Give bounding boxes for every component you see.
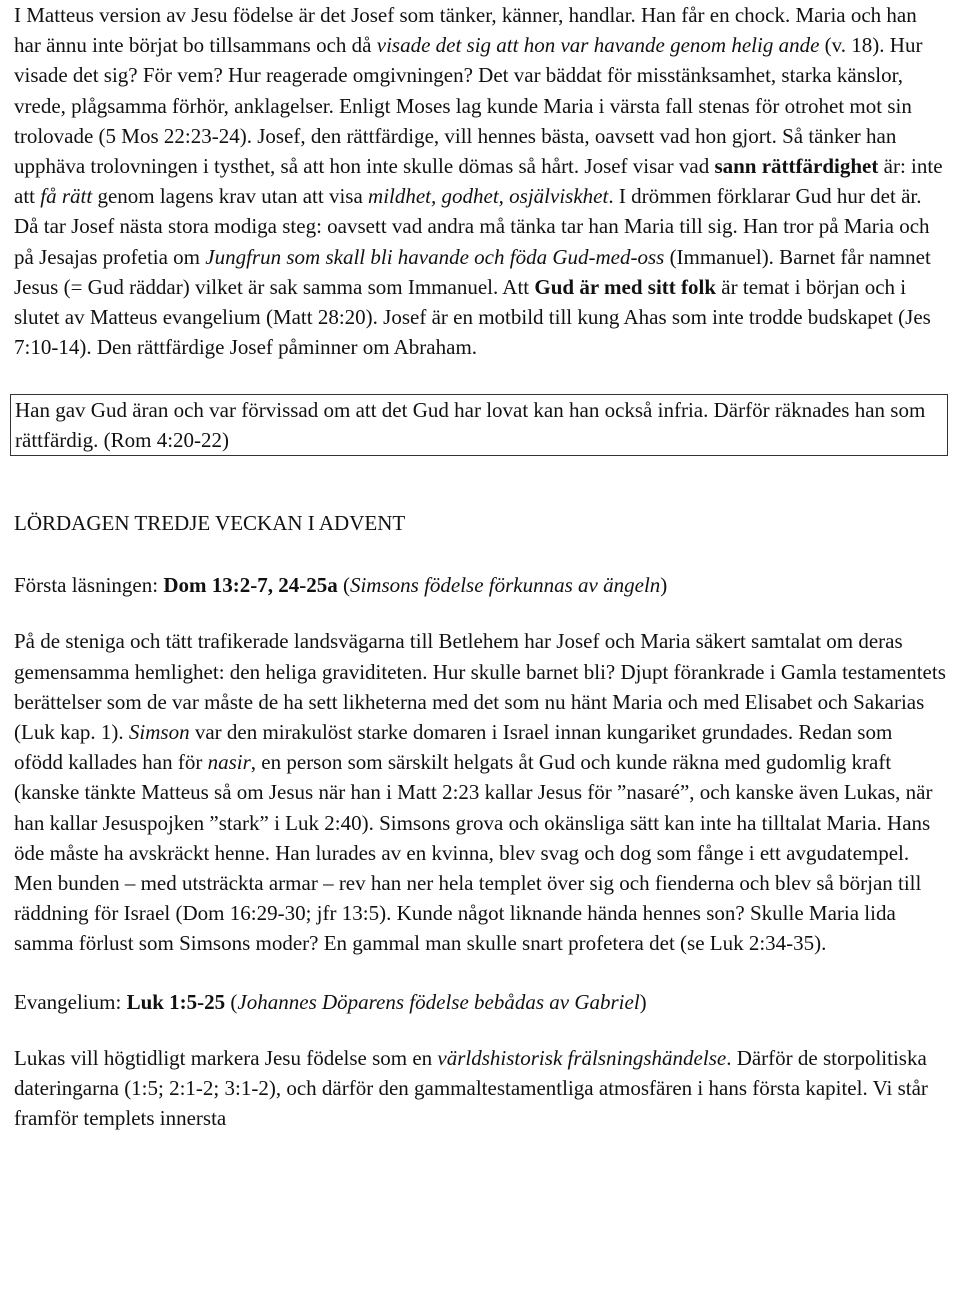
scripture-quote-box (10, 394, 948, 456)
text-run: är temat i början och i slutet av Matteus evangelium (Matt 28:20). Josef är en motbild till kung Ahas som inte trodde budskapet (Jes 7:10-14). Den rättfärdige Josef påminner om Abraham. (14, 274, 931, 360)
text-run: världshistorisk frälsningshändelse (437, 1045, 727, 1070)
text-run: Lukas vill högtidligt markera Jesu födelse som en (14, 1045, 438, 1070)
text-run: mildhet, godhet, osjälviskhet (368, 184, 609, 209)
reading-prefix: Första läsningen: (14, 573, 164, 598)
paragraph-lukas (14, 1043, 946, 1134)
reading-description: Simsons födelse förkunnas av ängeln (349, 573, 661, 598)
paren-open: ( (225, 989, 238, 1014)
text-run: , en person som särskilt helgats åt Gud och kunde räkna med gudomlig kraft (kanske tänkte Matteus så om Jesus när han i Matt 2:23 kallar Jesus för ”nasaré”, och kanske även Lukas, när han kallar Jesuspojken ”stark” i Luk 2:40). Simsons grova och okänsliga sätt kan inte ha tilltalat Maria. Hans öde måste ha avskräckt henne. Han lurades av en kvinna, blev svag och dog som fånge i ett avgudatempel. Men bunden – med utsträckta armar – rev han ner hela templet över sig och fienderna och blev så början till räddning för Israel (Dom 16:29-30; jfr 13:5). Kunde något liknande hända hennes son? Skulle Maria lida samma förlust som Simsons moder? En gammal man skulle snart profetera det (se Luk 2:34-35). (14, 750, 933, 956)
gospel-reading-line (14, 987, 946, 1017)
text-run: Simson (128, 720, 190, 745)
paren-close: ) (639, 989, 647, 1014)
text-run: . Därför de storpolitiska dateringarna (1:5; 2:1-2; 3:1-2), och därför den gammaltestamentliga atmosfären i hans första kapitel. Vi står framför templets innersta (14, 1045, 928, 1131)
reading-prefix: Evangelium: (14, 989, 127, 1014)
text-run: är: inte att (14, 154, 943, 209)
section-heading: LÖRDAGEN TREDJE VECKAN I ADVENT (14, 511, 406, 536)
paragraph-simson (14, 626, 946, 958)
reading-reference: Luk 1:5-25 (126, 989, 226, 1014)
reading-reference: Dom 13:2-7, 24-25a (163, 573, 338, 598)
text-run: . I drömmen förklarar Gud hur det är. Då tar Josef nästa stora modiga steg: oavsett vad andra må tänka tar han Maria till sig. Han tror på Maria och på Jesajas profetia om (14, 184, 930, 269)
text-run: visade det sig att hon var havande genom helig ande (376, 33, 820, 58)
text-run: nasir (207, 750, 251, 775)
text-run: I Matteus version av Jesu födelse är det Josef som tänker, känner, handlar. Han får en chock. Maria och han har ännu inte börjat bo tillsammans och då (14, 3, 917, 58)
text-run: få rätt (40, 184, 93, 209)
text-run: var den mirakulöst starke domaren i Israel innan kungariket grundades. Redan som ofödd kallades han för (14, 720, 893, 775)
document-page (14, 0, 946, 1133)
text-run: genom lagens krav utan att visa (92, 184, 369, 209)
text-run: På de steniga och tätt trafikerade landsvägarna till Betlehem har Josef och Maria säkert samtalat om deras gemensamma hemlighet: den heliga graviditeten. Hur skulle barnet bli? Djupt förankrade i Gamla testamentets berättelser som de var måste de ha sett likheterna med det som nu hänt Maria och med Elisabet och Sakarias (Luk kap. 1). (14, 629, 946, 745)
text-run: sann rättfärdighet (714, 154, 879, 179)
first-reading-line (14, 570, 946, 600)
quote-text: Han gav Gud äran och var förvissad om att det Gud har lovat kan han också infria. Därför räknades han som rättfärdig. (Rom 4:20-22) (15, 398, 926, 453)
text-run: Gud är med sitt folk (534, 274, 717, 299)
paren-close: ) (660, 573, 668, 598)
text-run: (v. 18). Hur visade det sig? För vem? Hur reagerade omgivningen? Det var bäddat för misstänksamhet, starka känslor, vrede, plågsamma förhör, anklagelser. Enligt Moses lag kunde Maria i värsta fall stenas för otrohet mot sin trolovade (5 Mos 22:23-24). Josef, den rättfärdige, vill hennes bästa, oavsett vad hon gjort. Så tänker han upphäva trolovningen i tysthet, så att hon inte skulle dömas så hårt. Josef visar vad (14, 33, 923, 179)
reading-description: Johannes Döparens födelse bebådas av Gabriel (237, 989, 640, 1014)
paragraph-josef (14, 0, 946, 362)
paren-open: ( (337, 573, 350, 598)
text-run: Jungfrun som skall bli havande och föda Gud-med-oss (205, 244, 665, 269)
text-run: (Immanuel). Barnet får namnet Jesus (= Gud räddar) vilket är sak samma som Immanuel. Att (14, 244, 931, 299)
